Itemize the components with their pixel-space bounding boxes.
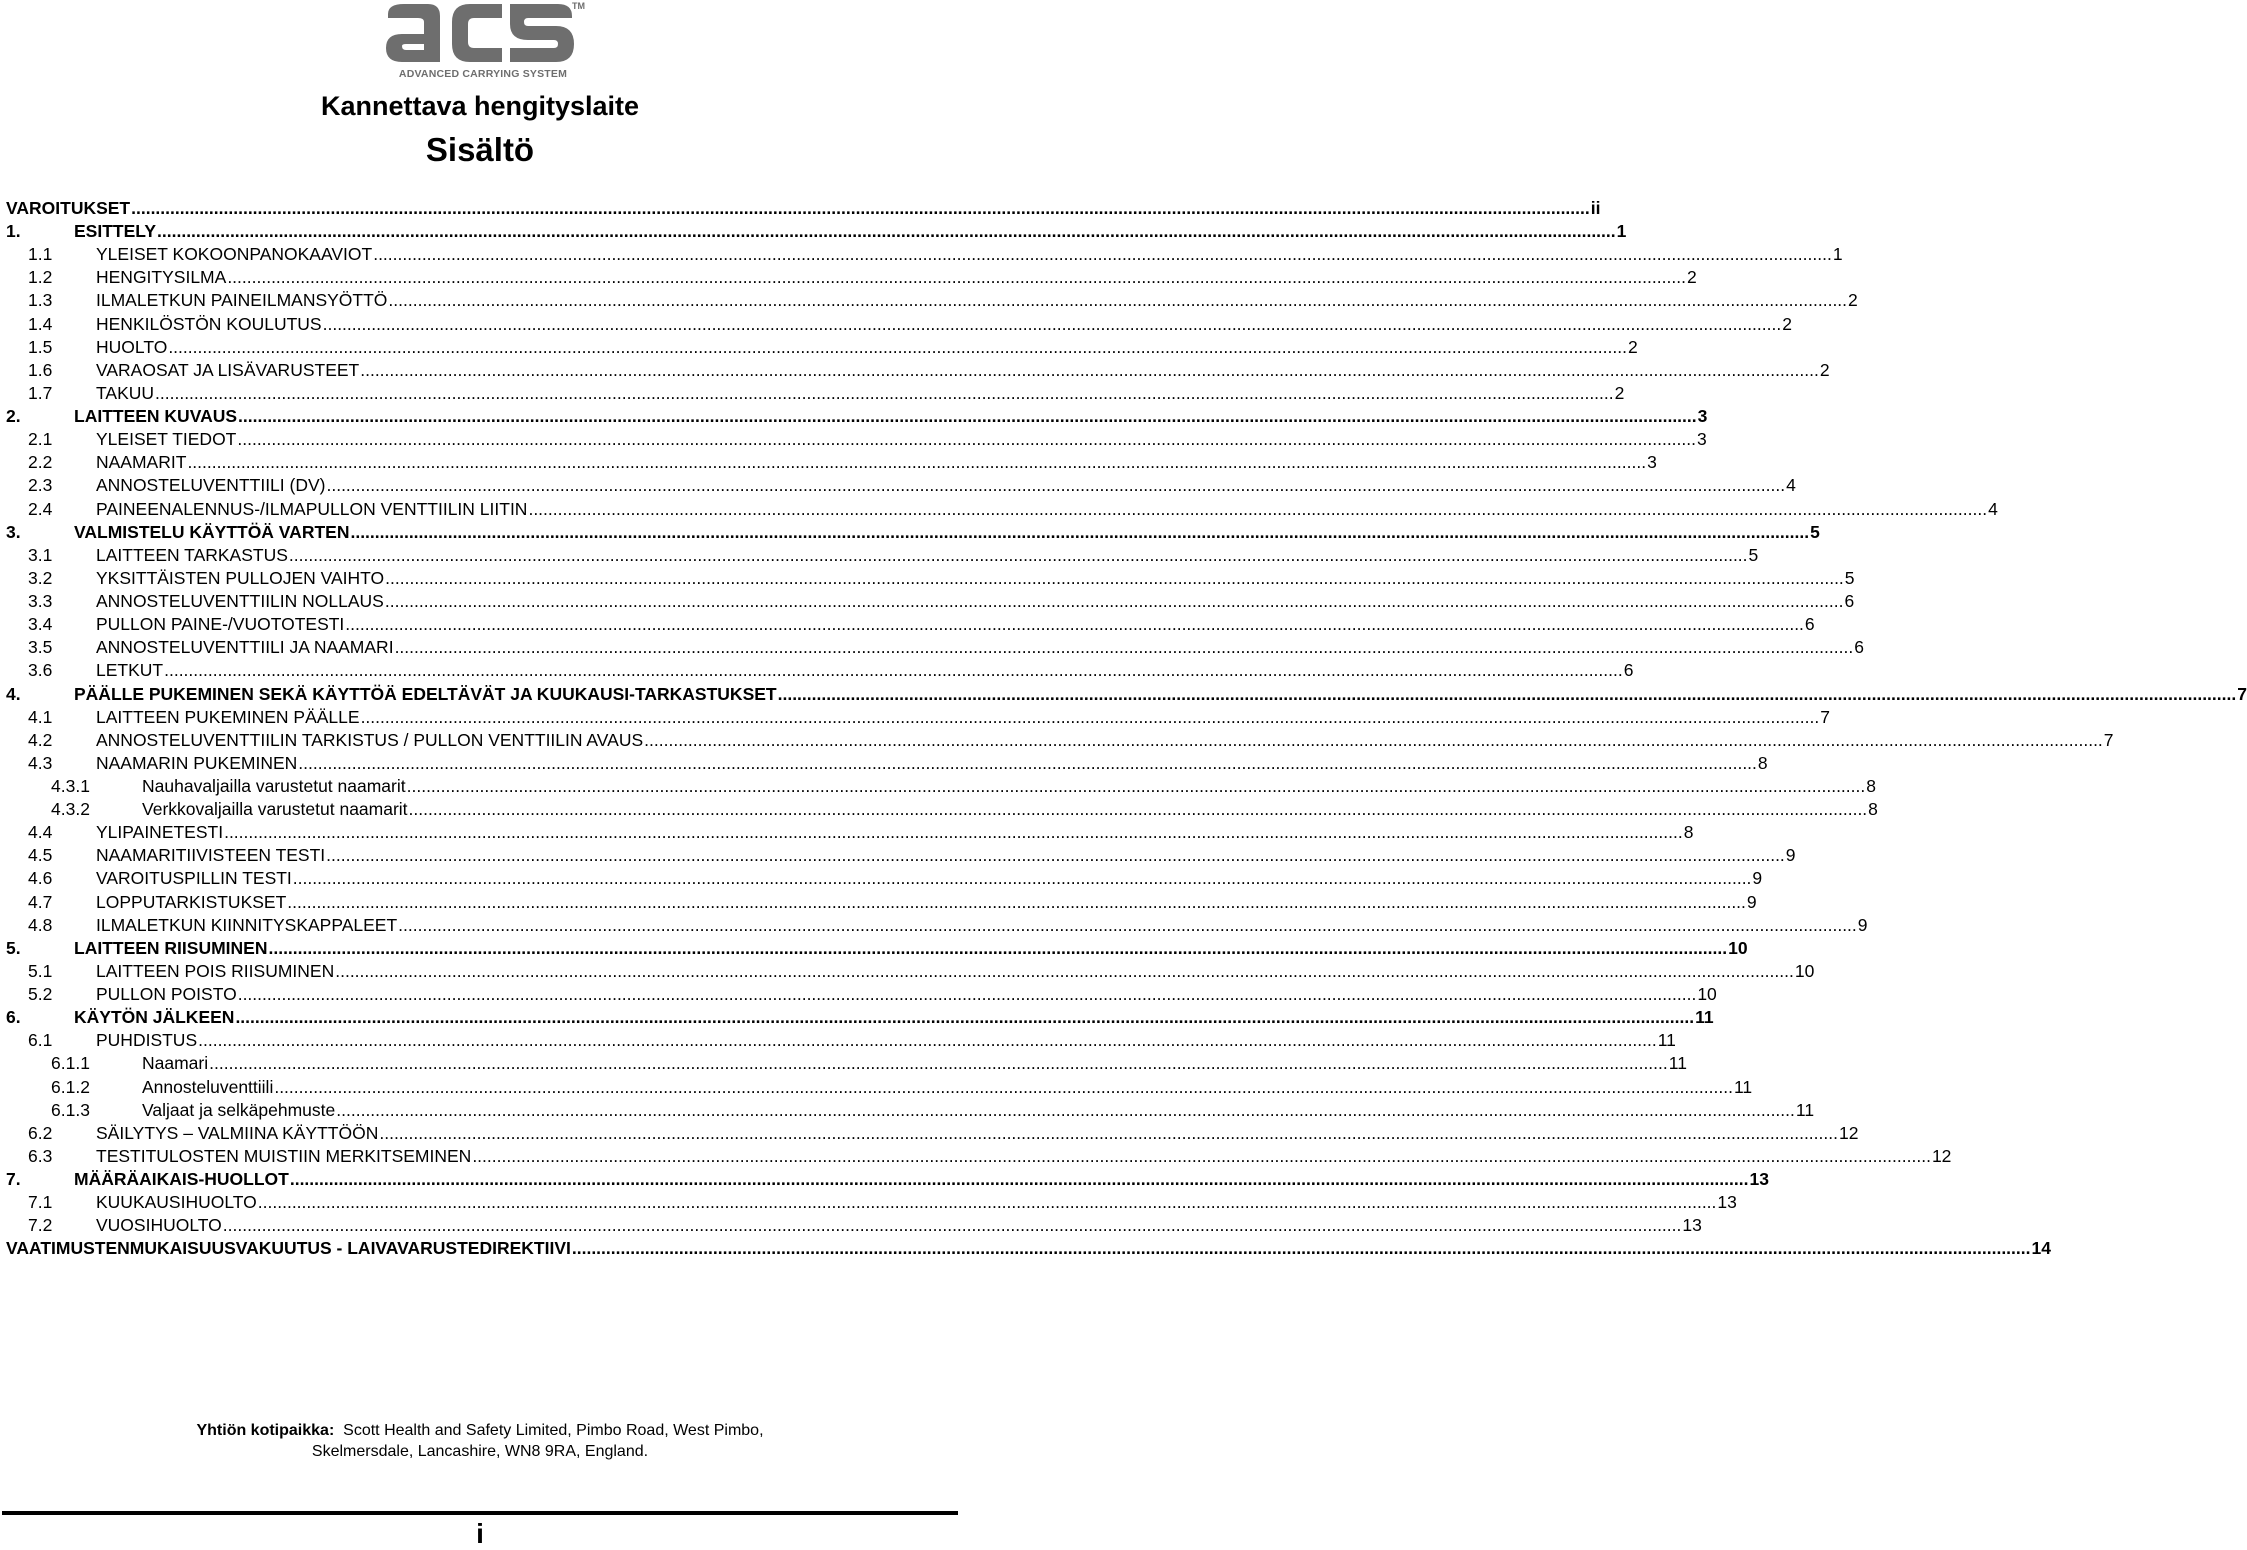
toc-entry[interactable] <box>28 868 1763 890</box>
toc-entry-number: 3.2 <box>28 567 53 588</box>
toc-entry-page: 11 <box>1668 1053 1687 1074</box>
toc-entry-title: VAROITUKSET <box>6 198 131 218</box>
toc-entry-page: 13 <box>1749 1169 1769 1190</box>
toc-entry-page: 6 <box>1844 591 1855 612</box>
toc-entry-number: 4. <box>6 683 21 704</box>
toc-dot-leader: ............................................................................................................................................................................................................................................................................................................ <box>388 290 1848 311</box>
toc-entry-page: 5 <box>1748 544 1759 565</box>
toc-entry-number: 1.1 <box>28 244 53 265</box>
toc-entry-title: TESTITULOSTEN MUISTIIN MERKITSEMINEN <box>96 1145 472 1166</box>
toc-entry-number: 1.6 <box>28 359 53 380</box>
toc-entry-number: 3.3 <box>28 591 53 612</box>
toc-entry-number: 2.4 <box>28 498 53 519</box>
toc-entry-title: SÄILYTYS – VALMIINA KÄYTTÖÖN <box>96 1122 379 1143</box>
toc-entry-title: VALMISTELU KÄYTTÖÄ VARTEN <box>74 521 350 542</box>
footer-line1: Scott Health and Safety Limited, Pimbo Road, West Pimbo, <box>343 1422 764 1439</box>
toc-entry[interactable] <box>6 683 2247 706</box>
toc-entry-page: 13 <box>1682 1215 1702 1236</box>
toc-dot-leader: ............................................................................................................................................................................................................................................................................................................ <box>287 891 1746 912</box>
toc-dot-leader: ............................................................................................................................................................................................................................................................................................................ <box>326 475 1786 496</box>
toc-entry-number: 4.2 <box>28 729 53 750</box>
toc-entry-title: HUOLTO <box>96 336 168 357</box>
toc-entry-number: 4.4 <box>28 822 53 843</box>
toc-entry-number: 4.3.1 <box>51 776 90 796</box>
toc-entry-page: 10 <box>1697 984 1717 1005</box>
toc-entry-title: VAATIMUSTENMUKAISUUSVAKUUTUS - LAIVAVARUSTEDIREKTIIVI <box>6 1238 571 1259</box>
toc-entry[interactable] <box>28 567 1855 590</box>
toc-entry-page: 4 <box>1988 498 1998 519</box>
footer-rule <box>2 1511 958 1515</box>
toc-entry-page: ii <box>1590 198 1601 218</box>
toc-entry[interactable] <box>28 452 1657 474</box>
toc-entry-number: 4.5 <box>28 845 53 866</box>
toc-dot-leader: ............................................................................................................................................................................................................................................................................................................ <box>350 521 1810 542</box>
toc-dot-leader: ............................................................................................................................................................................................................................................................................................................ <box>227 267 1686 288</box>
toc-entry-page: 6 <box>1804 614 1815 635</box>
logo-tm: TM <box>572 1 585 11</box>
toc-entry-number: 3. <box>6 521 21 542</box>
toc-entry-page: 12 <box>1838 1122 1859 1143</box>
toc-entry-number: 2.2 <box>28 452 53 473</box>
toc-entry-title: HENKILÖSTÖN KOULUTUS <box>96 313 322 334</box>
toc-entry-page: 8 <box>1866 776 1876 796</box>
toc-entry[interactable] <box>6 1169 1769 1191</box>
toc-entry-title: HENGITYSILMA <box>96 267 227 288</box>
toc-dot-leader: ............................................................................................................................................................................................................................................................................................................ <box>237 984 1697 1005</box>
toc-dot-leader: ............................................................................................................................................................................................................................................................................................................ <box>360 706 1820 727</box>
toc-entry-page: 3 <box>1697 429 1707 450</box>
toc-entry[interactable] <box>51 1076 1753 1099</box>
toc-dot-leader: ............................................................................................................................................................................................................................................................................................................ <box>168 336 1627 357</box>
toc-entry[interactable] <box>28 1122 1859 1145</box>
toc-entry-number: 5. <box>6 937 21 958</box>
toc-entry-title: ANNOSTELUVENTTIILI (DV) <box>96 475 326 496</box>
toc-dot-leader: ............................................................................................................................................................................................................................................................................................................ <box>336 1099 1795 1120</box>
toc-entry-page: 5 <box>1810 521 1820 542</box>
toc-entry-title: LAITTEEN PUKEMINEN PÄÄLLE <box>96 706 360 727</box>
toc-entry-page: 2 <box>1819 359 1830 380</box>
toc-entry[interactable] <box>51 799 1878 821</box>
toc-entry[interactable] <box>28 960 1815 983</box>
toc-entry-page: 2 <box>1614 382 1625 403</box>
toc-entry-number: 3.4 <box>28 614 53 635</box>
toc-entry-page: 12 <box>1931 1145 1952 1166</box>
toc-entry[interactable] <box>6 1238 2051 1260</box>
toc-entry[interactable] <box>28 822 1694 844</box>
toc-entry-number: 2.1 <box>28 429 53 450</box>
toc-dot-leader: ............................................................................................................................................................................................................................................................................................................ <box>322 313 1782 334</box>
toc-entry-page: 10 <box>1728 937 1748 958</box>
toc-entry-page: 10 <box>1794 960 1815 981</box>
toc-entry-number: 2.3 <box>28 475 53 496</box>
toc-entry[interactable] <box>51 776 1876 798</box>
toc-entry-number: 4.7 <box>28 891 53 912</box>
toc-entry[interactable] <box>28 1145 1952 1168</box>
toc-entry[interactable] <box>28 290 1858 312</box>
toc-entry-number: 3.5 <box>28 637 53 658</box>
toc-entry-title: ANNOSTELUVENTTIILIN NOLLAUS <box>96 591 384 612</box>
toc-entry[interactable] <box>28 706 1830 729</box>
toc-dot-leader: ............................................................................................................................................................................................................................................................................................................ <box>644 729 2103 750</box>
toc-entry[interactable] <box>28 313 1792 336</box>
toc-dot-leader: ............................................................................................................................................................................................................................................................................................................ <box>398 914 1857 935</box>
toc-entry-page: 9 <box>1752 868 1763 889</box>
toc-entry-page: 6 <box>1854 637 1864 658</box>
toc-entry-title: YLIPAINETESTI <box>96 822 224 843</box>
toc-entry-title: Valjaat ja selkäpehmuste <box>142 1099 336 1120</box>
toc-entry-page: 14 <box>2031 1238 2051 1259</box>
toc-entry-page: 6 <box>1623 660 1634 681</box>
toc-entry[interactable] <box>28 729 2114 752</box>
toc-dot-leader: ............................................................................................................................................................................................................................................................................................................ <box>198 1030 1657 1051</box>
toc-entry-title: YLEISET TIEDOT <box>96 429 237 450</box>
toc-entry-number: 1.7 <box>28 382 53 403</box>
toc-entry-page: 7 <box>2237 683 2247 704</box>
toc-entry-title: PÄÄLLE PUKEMINEN SEKÄ KÄYTTÖÄ EDELTÄVÄT JA KUUKAUSI-TARKASTUKSET <box>74 683 777 704</box>
toc-entry-number: 1.3 <box>28 290 53 311</box>
toc-dot-leader: ............................................................................................................................................................................................................................................................................................................ <box>528 498 1988 519</box>
toc-entry-number: 2. <box>6 406 21 427</box>
toc-dot-leader: ............................................................................................................................................................................................................................................................................................................ <box>298 752 1757 773</box>
toc-entry[interactable] <box>28 475 1796 497</box>
toc-entry[interactable] <box>28 382 1625 405</box>
toc-entry-page: 7 <box>1820 706 1830 727</box>
toc-dot-leader: ............................................................................................................................................................................................................................................................................................................ <box>222 1215 1682 1236</box>
toc-entry[interactable] <box>28 614 1815 636</box>
toc-entry-page: 2 <box>1848 290 1858 311</box>
toc-entry-title: LOPPUTARKISTUKSET <box>96 891 287 912</box>
toc-entry-number: 1.5 <box>28 336 53 357</box>
toc-entry[interactable] <box>28 1215 1702 1237</box>
toc-dot-leader: ............................................................................................................................................................................................................................................................................................................ <box>345 614 1804 635</box>
toc-entry-page: 11 <box>1733 1076 1753 1097</box>
toc-entry-number: 4.8 <box>28 914 53 935</box>
toc-heading: Sisältö <box>425 131 535 168</box>
toc-dot-leader: ............................................................................................................................................................................................................................................................................................................ <box>326 845 1785 866</box>
footer-line2: Skelmersdale, Lancashire, WN8 9RA, England. <box>311 1443 649 1460</box>
toc-dot-leader: ............................................................................................................................................................................................................................................................................................................ <box>131 198 1590 218</box>
toc-entry-page: 8 <box>1757 752 1768 773</box>
toc-dot-leader: ............................................................................................................................................................................................................................................................................................................ <box>408 799 1868 820</box>
toc-entry[interactable] <box>28 429 1707 451</box>
toc-entry-page: 1 <box>1616 221 1627 242</box>
toc-dot-leader: ............................................................................................................................................................................................................................................................................................................ <box>209 1053 1668 1074</box>
toc-entry-title: ESITTELY <box>74 221 157 242</box>
toc-entry-number: 6.1.1 <box>51 1053 90 1074</box>
toc-dot-leader: ............................................................................................................................................................................................................................................................................................................ <box>373 244 1832 265</box>
toc-entry[interactable] <box>28 660 1634 682</box>
toc-entry-title: NAAMARIT <box>96 452 187 473</box>
toc-entry-number: 7.2 <box>28 1215 53 1236</box>
toc-entry-number: 5.2 <box>28 984 53 1005</box>
toc-entry[interactable] <box>28 1030 1676 1052</box>
toc-entry-number: 6.1.3 <box>51 1099 90 1120</box>
toc-entry-page: 5 <box>1844 567 1855 588</box>
toc-entry-title: LAITTEEN KUVAUS <box>74 406 238 427</box>
toc-dot-leader: ............................................................................................................................................................................................................................................................................................................ <box>164 660 1623 681</box>
toc-entry-title: ILMALETKUN KIINNITYSKAPPALEET <box>96 914 398 935</box>
toc-entry-number: 1.4 <box>28 313 53 334</box>
toc-entry[interactable] <box>28 752 1768 775</box>
toc-entry-number: 4.6 <box>28 868 53 889</box>
toc-entry[interactable] <box>28 1192 1737 1214</box>
toc-entry[interactable] <box>28 267 1697 289</box>
toc-entry-page: 2 <box>1627 336 1638 357</box>
toc-entry-title: LAITTEEN TARKASTUS <box>96 544 288 565</box>
toc-entry-title: Verkkovaljailla varustetut naamarit <box>142 799 408 820</box>
toc-entry[interactable] <box>28 498 1998 521</box>
toc-entry[interactable] <box>6 406 1708 428</box>
logo-tagline: ADVANCED CARRYING SYSTEM <box>398 68 568 80</box>
toc-entry-page: 2 <box>1686 267 1697 288</box>
toc-entry-number: 3.1 <box>28 544 53 565</box>
toc-dot-leader: ............................................................................................................................................................................................................................................................................................................ <box>288 544 1748 565</box>
toc-entry-number: 4.3.2 <box>51 799 90 820</box>
toc-entry-page: 4 <box>1786 475 1796 496</box>
toc-dot-leader: ............................................................................................................................................................................................................................................................................................................ <box>187 452 1647 473</box>
toc-entry-number: 4.1 <box>28 706 53 727</box>
toc-dot-leader: ............................................................................................................................................................................................................................................................................................................ <box>157 221 1616 242</box>
toc-entry-number: 3.6 <box>28 660 53 681</box>
toc-entry-title: KÄYTÖN JÄLKEEN <box>74 1007 235 1028</box>
toc-entry[interactable] <box>28 984 1717 1006</box>
toc-entry-title: ANNOSTELUVENTTIILI JA NAAMARI <box>96 637 394 658</box>
toc-entry[interactable] <box>28 891 1757 914</box>
toc-entry-page: 3 <box>1697 406 1708 427</box>
toc-entry-page: 11 <box>1795 1099 1815 1120</box>
toc-entry-number: 6.1 <box>28 1030 53 1051</box>
toc-entry-title: Annosteluventtiili <box>142 1076 274 1097</box>
toc-entry-title: LAITTEEN RIISUMINEN <box>74 937 268 958</box>
toc-dot-leader: ............................................................................................................................................................................................................................................................................................................ <box>777 683 2237 704</box>
toc-dot-leader: ............................................................................................................................................................................................................................................................................................................ <box>289 1169 1749 1190</box>
toc-entry-title: PULLON POISTO <box>96 984 237 1005</box>
toc-dot-leader: ............................................................................................................................................................................................................................................................................................................ <box>335 960 1794 981</box>
toc-entry-number: 1.2 <box>28 267 53 288</box>
toc-entry[interactable] <box>28 591 1855 613</box>
toc-entry[interactable] <box>28 359 1830 382</box>
toc-dot-leader: ............................................................................................................................................................................................................................................................................................................ <box>406 776 1866 796</box>
toc-entry-number: 4.3 <box>28 752 53 773</box>
toc-entry-number: 5.1 <box>28 960 53 981</box>
toc-dot-leader: ............................................................................................................................................................................................................................................................................................................ <box>237 429 1696 450</box>
toc-entry-page: 1 <box>1832 244 1843 265</box>
toc-dot-leader: ............................................................................................................................................................................................................................................................................................................ <box>394 637 1854 658</box>
toc-entry-title: MÄÄRÄAIKAIS-HUOLLOT <box>74 1169 289 1190</box>
toc-entry[interactable] <box>28 637 1864 659</box>
toc-entry[interactable] <box>51 1099 1815 1122</box>
toc-entry-title: PUHDISTUS <box>96 1030 198 1051</box>
company-address <box>0 1420 960 1462</box>
toc-dot-leader: ............................................................................................................................................................................................................................................................................................................ <box>571 1238 2031 1259</box>
toc-entry-title: PULLON PAINE-/VUOTOTESTI <box>96 614 345 635</box>
toc-entry-page: 9 <box>1857 914 1868 935</box>
toc-entry-page: 3 <box>1647 452 1657 473</box>
toc-entry[interactable] <box>6 1007 1714 1029</box>
toc-dot-leader: ............................................................................................................................................................................................................................................................................................................ <box>385 567 1844 588</box>
toc-entry-number: 6. <box>6 1007 21 1028</box>
toc-dot-leader: ............................................................................................................................................................................................................................................................................................................ <box>268 937 1728 958</box>
toc-dot-leader: ............................................................................................................................................................................................................................................................................................................ <box>155 382 1614 403</box>
toc-dot-leader: ............................................................................................................................................................................................................................................................................................................ <box>257 1192 1717 1213</box>
toc-entry-number: 7. <box>6 1169 21 1190</box>
toc-entry-title: LETKUT <box>96 660 164 681</box>
toc-entry-title: Naamari <box>142 1053 209 1074</box>
toc-entry-title: VAROITUSPILLIN TESTI <box>96 868 292 889</box>
footer-label: Yhtiön kotipaikka: <box>196 1422 335 1439</box>
toc-entry-title: ANNOSTELUVENTTIILIN TARKISTUS / PULLON VENTTIILIN AVAUS <box>96 729 644 750</box>
toc-entry-title: LAITTEEN POIS RIISUMINEN <box>96 960 335 981</box>
toc-entry-page: 2 <box>1782 313 1792 334</box>
toc-entry-number: 7.1 <box>28 1192 53 1213</box>
document-title: Kannettava hengityslaite <box>320 91 640 121</box>
page-number: i <box>476 1518 484 1549</box>
toc-dot-leader: ............................................................................................................................................................................................................................................................................................................ <box>379 1122 1838 1143</box>
toc-entry[interactable] <box>6 198 1601 220</box>
toc-dot-leader: ............................................................................................................................................................................................................................................................................................................ <box>235 1007 1695 1028</box>
toc-entry-page: 7 <box>2103 729 2114 750</box>
toc-dot-leader: ............................................................................................................................................................................................................................................................................................................ <box>472 1145 1931 1166</box>
toc-entry-page: 9 <box>1785 845 1796 866</box>
toc-entry-number: 1. <box>6 221 21 242</box>
toc-entry-page: 11 <box>1695 1007 1714 1028</box>
toc-entry[interactable] <box>28 845 1796 867</box>
toc-entry[interactable] <box>6 221 1627 243</box>
toc-dot-leader: ............................................................................................................................................................................................................................................................................................................ <box>238 406 1697 427</box>
toc-entry-title: VARAOSAT JA LISÄVARUSTEET <box>96 359 360 380</box>
toc-entry-page: 11 <box>1657 1030 1676 1051</box>
toc-entry-title: YKSITTÄISTEN PULLOJEN VAIHTO <box>96 567 385 588</box>
toc-entry-page: 8 <box>1868 799 1878 820</box>
acs-logo-mark <box>382 0 590 68</box>
toc-entry[interactable] <box>28 914 1868 937</box>
toc-entry-title: NAAMARIN PUKEMINEN <box>96 752 298 773</box>
toc-entry-title: VUOSIHUOLTO <box>96 1215 222 1236</box>
toc-entry[interactable] <box>28 244 1843 266</box>
toc-entry-number: 6.3 <box>28 1145 53 1166</box>
toc-dot-leader: ............................................................................................................................................................................................................................................................................................................ <box>292 868 1752 889</box>
toc-entry-title: PAINEENALENNUS-/ILMAPULLON VENTTIILIN LIITIN <box>96 498 528 519</box>
toc-entry[interactable] <box>6 521 1820 544</box>
toc-entry-title: Nauhavaljailla varustetut naamarit <box>142 776 406 796</box>
toc-entry[interactable] <box>51 1053 1687 1075</box>
toc-entry-title: KUUKAUSIHUOLTO <box>96 1192 257 1213</box>
toc-entry-number: 6.2 <box>28 1122 53 1143</box>
toc-entry-title: TAKUU <box>96 382 155 403</box>
toc-entry-page: 8 <box>1683 822 1694 843</box>
toc-dot-leader: ............................................................................................................................................................................................................................................................................................................ <box>360 359 1819 380</box>
acs-logo <box>382 0 590 84</box>
toc-dot-leader: ............................................................................................................................................................................................................................................................................................................ <box>274 1076 1733 1097</box>
toc-entry[interactable] <box>28 544 1759 567</box>
toc-entry-number: 6.1.2 <box>51 1076 90 1097</box>
toc-entry[interactable] <box>6 937 1748 960</box>
toc-entry-title: NAAMARITIIVISTEEN TESTI <box>96 845 326 866</box>
toc-entry-page: 13 <box>1717 1192 1737 1213</box>
toc-entry-page: 9 <box>1746 891 1757 912</box>
toc-entry[interactable] <box>28 336 1638 359</box>
toc-entry-title: ILMALETKUN PAINEILMANSYÖTTÖ <box>96 290 388 311</box>
toc-dot-leader: ............................................................................................................................................................................................................................................................................................................ <box>224 822 1683 843</box>
toc-dot-leader: ............................................................................................................................................................................................................................................................................................................ <box>384 591 1844 612</box>
toc-entry-title: YLEISET KOKOONPANOKAAVIOT <box>96 244 373 265</box>
